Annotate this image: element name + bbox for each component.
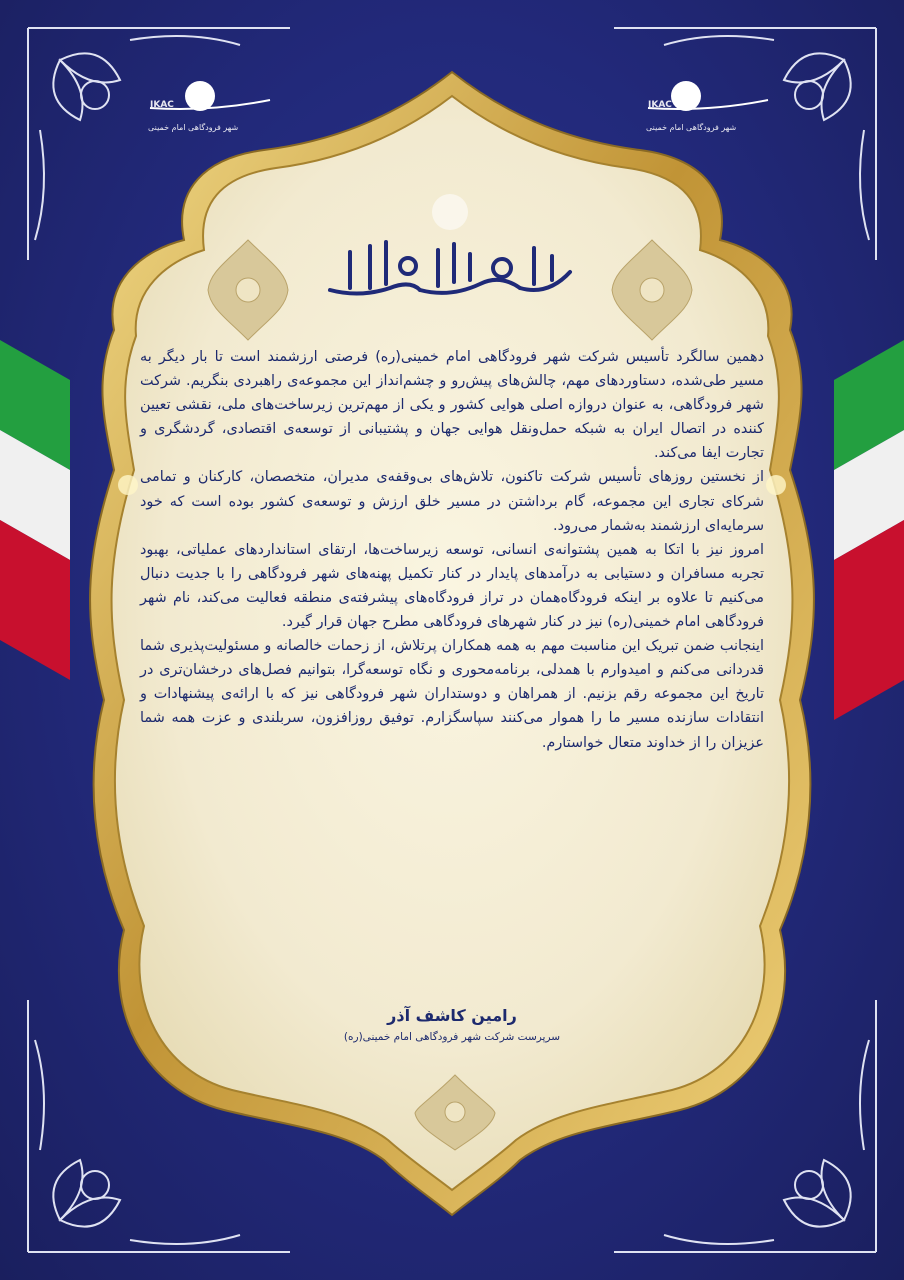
basmala-calligraphy xyxy=(320,232,580,304)
logo-abbreviation: IKAC xyxy=(648,100,672,110)
company-logo-right xyxy=(646,78,766,138)
logo-abbreviation: IKAC xyxy=(150,100,174,110)
paragraph-thanks: اینجانب ضمن تبریک این مناسبت مهم به همه همکاران پرتلاش، از زحمات خالصانه و مسئولیت‌پذیری شما قدردانی می‌کنم و امیدوارم با همدلی، برنامه‌محوری و نگاه توسعه‌گرا، بتوانیم فصل‌های درخشان‌تری در تاریخ این مجموعه رقم بزنیم. از همراهان و دوستداران شهر فرودگاهی نیز که با ارائه‌ی پیشنهادات و انتقادات سازنده مسیر ما را هموار می‌کنند سپاسگزارم. توفیق روزافزون، سربلندی و عزت همه شما عزیزان را از خداوند متعال خواستارم. xyxy=(140,638,764,751)
glow-left xyxy=(118,475,138,495)
flag-ribbon-left xyxy=(0,340,70,680)
signature-block xyxy=(300,1006,604,1043)
glow-right xyxy=(766,475,786,495)
glow-top xyxy=(432,194,468,230)
company-logo-left xyxy=(148,78,268,138)
paragraph-today: امروز نیز با اتکا به همین پشتوانه‌ی انسانی، توسعه زیرساخت‌ها، ارتقای استانداردهای عملیاتی، بهبود تجربه مسافران و دستیابی به درآمدهای پایدار در کنار تکمیل پهنه‌های شهر فرودگاهی را با جدیت دنبال می‌کنیم تا علاوه بر اینکه فرودگاه‌همان در تراز فرودگاه‌های پیشرفته‌ی منطقه فعالیت می‌کند، نام شهر فرودگاهی امام خمینی(ره) نیز در کنار شهرهای فرودگاهی مطرح جهان قرار گیرد. xyxy=(140,541,764,631)
logo-company-name: شهر فرودگاهی امام خمینی xyxy=(646,123,737,132)
signer-name: رامین کاشف آذر xyxy=(387,1006,517,1025)
letter-body xyxy=(140,345,764,755)
signer-title: سرپرست شرکت شهر فرودگاهی امام خمینی(ره) xyxy=(343,1031,561,1043)
logo-company-name: شهر فرودگاهی امام خمینی xyxy=(148,123,239,132)
paragraph-history: از نخستین روزهای تأسیس شرکت تاکنون، تلاش‌های بی‌وقفه‌ی مدیران، متخصصان، کارکنان و تمامی شرکای تجاری این مجموعه، گام برداشتن در مسیر خلق ارزش و توسعه‌ی کشور بوده است که خود سرمایه‌ای ارزشمند به‌شمار می‌رود. xyxy=(140,469,764,534)
paragraph-intro: دهمین سالگرد تأسیس شرکت شهر فرودگاهی امام خمینی(ره) فرصتی ارزشمند است تا بار دیگر به مسیر طی‌شده، دستاوردهای مهم، چالش‌های پیش‌رو و چشم‌انداز این مجموعه‌ی راهبردی بنگریم. شرکت شهر فرودگاهی، به عنوان دروازه اصلی هوایی کشور و یکی از مهم‌ترین زیرساخت‌های ملی، نقشی تعیین کننده در اتصال ایران به شبکه حمل‌ونقل هوایی جهان و پشتیبانی از توسعه‌ی اقتصادی، گردشگری و تجارت ایفا می‌کند. xyxy=(140,349,764,462)
flag-ribbon-right xyxy=(834,340,904,720)
